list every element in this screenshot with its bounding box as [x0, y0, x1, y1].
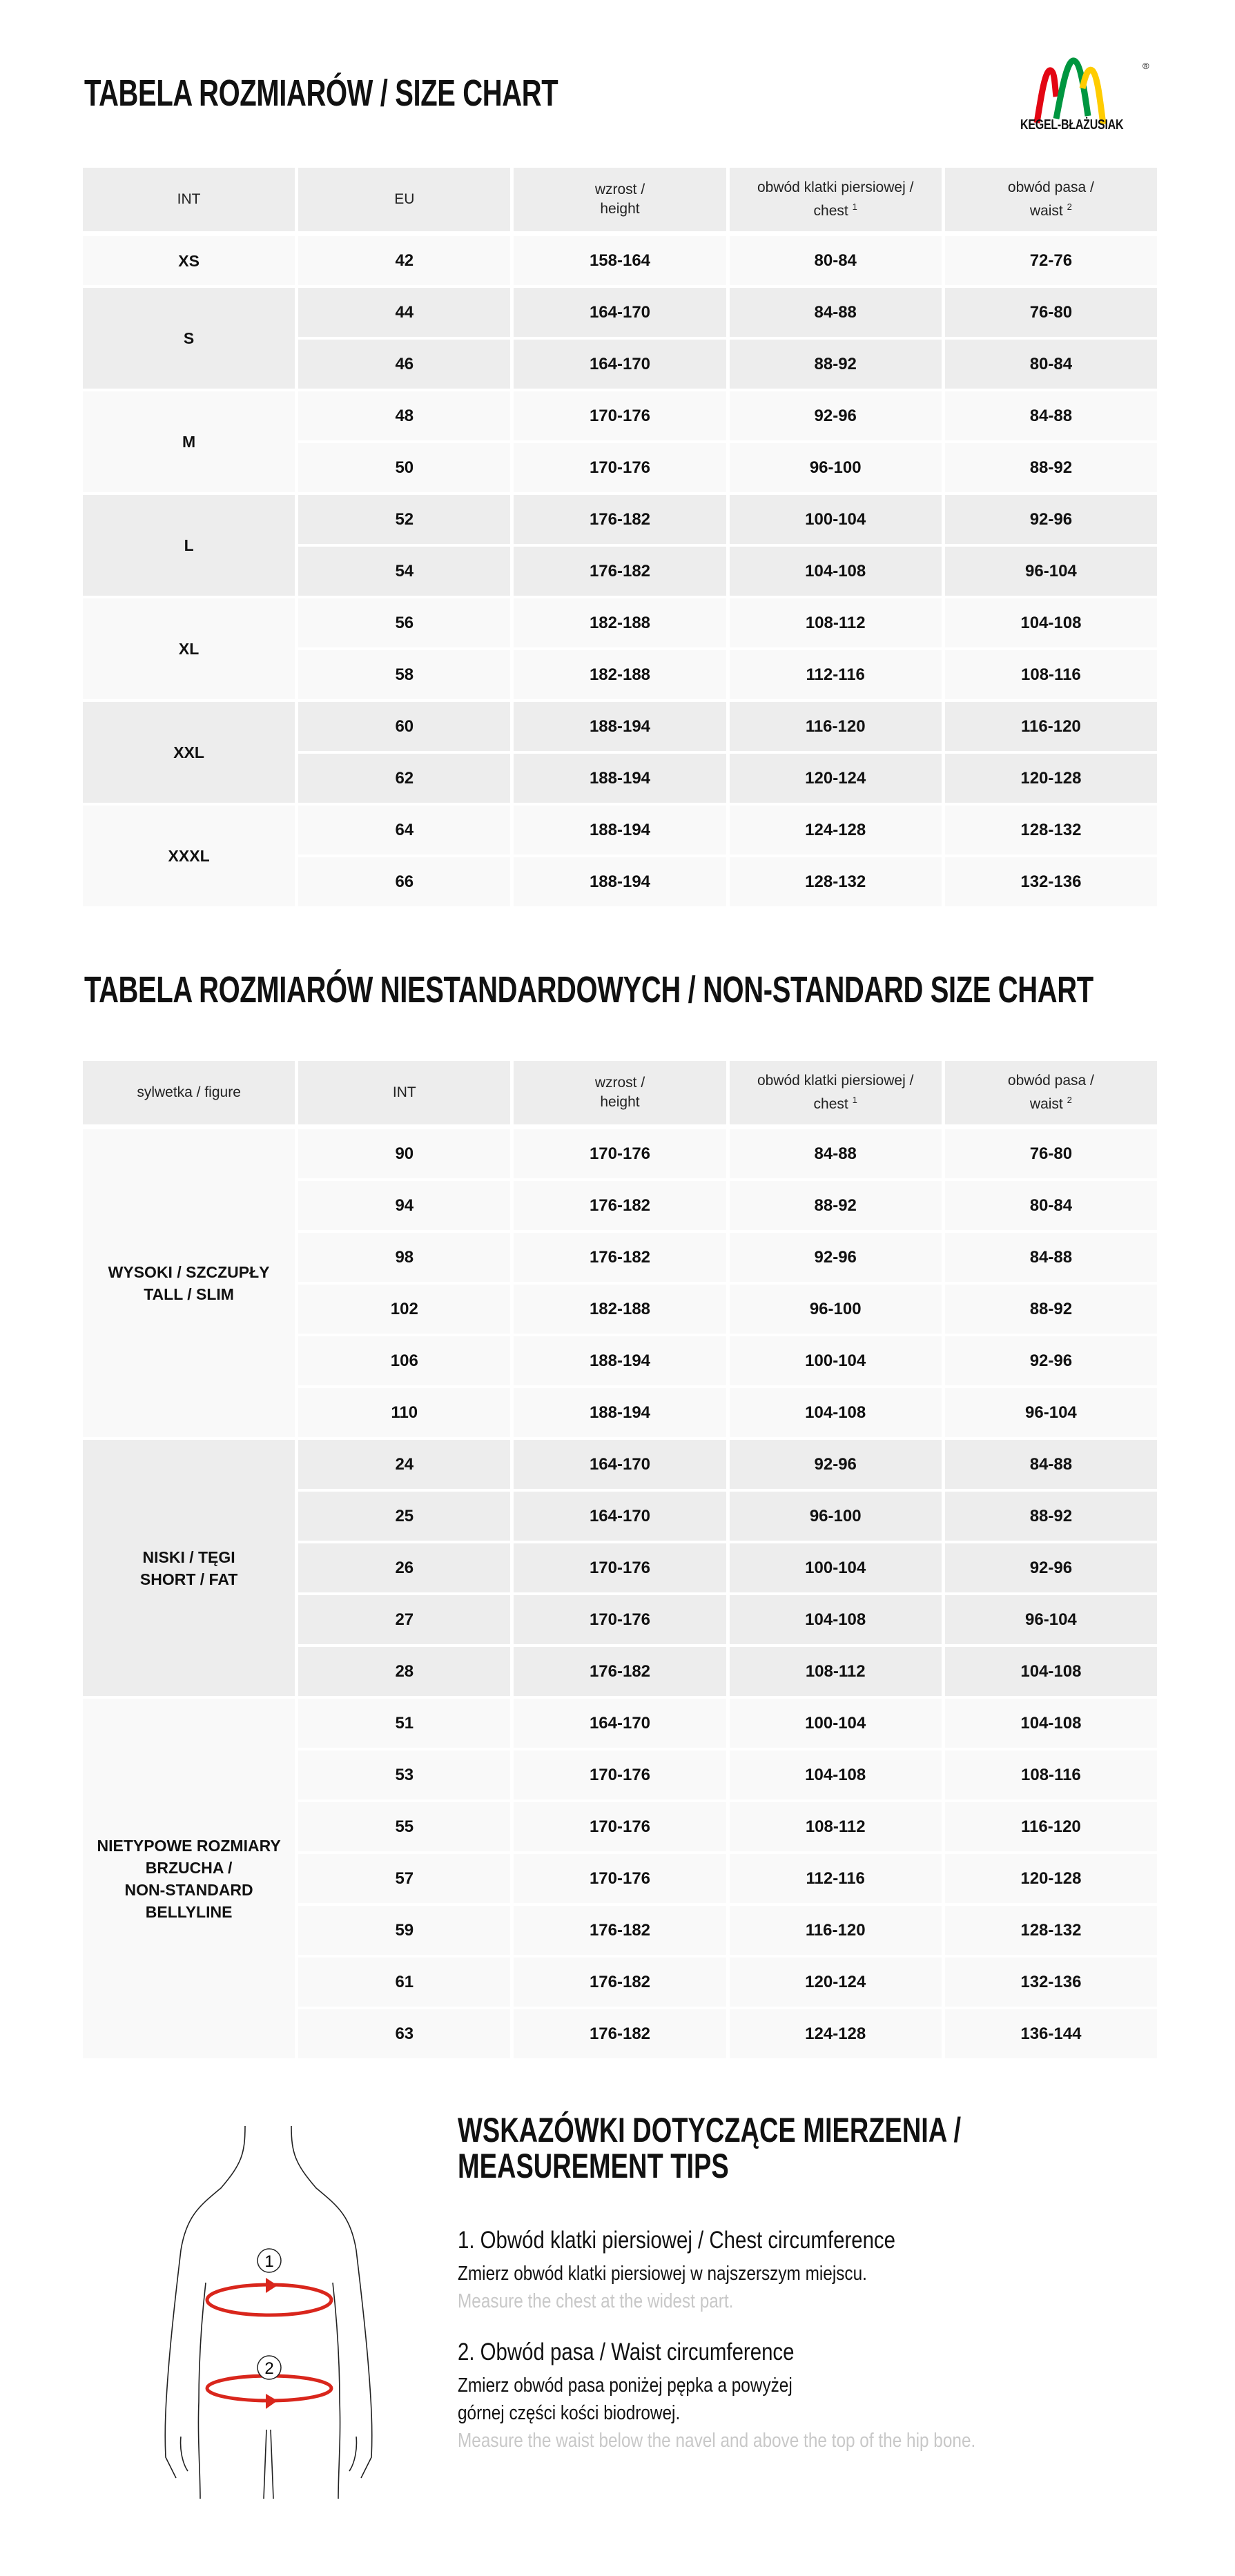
header-line1: obwód klatki piersiowej / — [757, 1073, 914, 1089]
table-cell: 116-120 — [945, 1802, 1157, 1851]
table-cell: 100-104 — [730, 495, 942, 544]
table-cell: 88-92 — [730, 1181, 942, 1230]
table-cell: 90 — [298, 1129, 510, 1178]
group-label-cell — [83, 236, 295, 285]
column-header-label — [595, 180, 645, 219]
table-cell: 120-128 — [945, 1854, 1157, 1903]
table-cell: 59 — [298, 1906, 510, 1955]
header-line2-text: chest — [813, 203, 848, 219]
table-cell: 120-128 — [945, 754, 1157, 803]
group-label: NISKI / TĘGI SHORT / FAT — [139, 1548, 238, 1588]
header-line1: INT — [392, 1084, 416, 1100]
group-label-cell — [83, 1440, 295, 1696]
table-cell: 132-136 — [945, 1958, 1157, 2007]
table-cell: 50 — [298, 443, 510, 492]
table-cell: 158-164 — [514, 236, 726, 285]
table-cell: 188-194 — [514, 1336, 726, 1385]
table-cell: 104-108 — [730, 1750, 942, 1799]
table-cell: 176-182 — [514, 495, 726, 544]
column-header-label — [393, 1083, 416, 1102]
table-cell: 96-104 — [945, 1388, 1157, 1437]
tip-waist-pl: Zmierz obwód pasa poniżej pępka a powyżej górnej części kości biodrowej. — [458, 2374, 792, 2424]
table-cell: 66 — [298, 857, 510, 906]
table-cell: 170-176 — [514, 1750, 726, 1799]
table-cell: 64 — [298, 806, 510, 855]
table-cell: 112-116 — [730, 650, 942, 699]
table-cell: 100-104 — [730, 1543, 942, 1592]
size-chart-title: TABELA ROZMIARÓW / SIZE CHART — [84, 72, 558, 114]
header-line2-text: waist — [1029, 1096, 1063, 1112]
group-label: XXXL — [168, 847, 210, 865]
column-header-label — [757, 178, 913, 221]
group-label: M — [182, 433, 196, 451]
table-cell: 116-120 — [730, 702, 942, 751]
table-cell: 42 — [298, 236, 510, 285]
table-cell: 84-88 — [945, 1440, 1157, 1489]
table-cell: 57 — [298, 1854, 510, 1903]
table-cell: 124-128 — [730, 2009, 942, 2058]
column-header-label — [757, 1071, 913, 1114]
table-cell: 176-182 — [514, 547, 726, 596]
tip-waist-title: 2. Obwód pasa / Waist circumference — [458, 2339, 795, 2365]
table-cell: 182-188 — [514, 598, 726, 647]
table-cell: 62 — [298, 754, 510, 803]
group-label-cell — [83, 391, 295, 492]
group-label-cell — [83, 288, 295, 389]
table-cell: 76-80 — [945, 288, 1157, 337]
header-line2 — [757, 1091, 913, 1114]
header-line2-text: height — [600, 1094, 640, 1110]
table-cell: 96-100 — [730, 1492, 942, 1541]
table-cell: 108-112 — [730, 1802, 942, 1851]
table-cell: 164-170 — [514, 1699, 726, 1748]
table-cell: 92-96 — [945, 1543, 1157, 1592]
header-line1: EU — [394, 191, 415, 207]
group-label-cell — [83, 495, 295, 596]
table-cell: 51 — [298, 1699, 510, 1748]
body-measurement-figure-icon — [138, 2112, 400, 2499]
column-header — [83, 168, 295, 231]
group-label: S — [183, 329, 195, 347]
table-cell: 61 — [298, 1958, 510, 2007]
table-cell: 102 — [298, 1285, 510, 1334]
header-line1: INT — [177, 191, 201, 207]
table-cell: 56 — [298, 598, 510, 647]
header-line2 — [1008, 197, 1094, 221]
table-cell: 182-188 — [514, 1285, 726, 1334]
table-cell: 164-170 — [514, 340, 726, 389]
table-cell: 188-194 — [514, 857, 726, 906]
size-chart-table — [83, 168, 1157, 906]
table-cell: 176-182 — [514, 1958, 726, 2007]
table-cell: 104-108 — [730, 547, 942, 596]
header-line2 — [757, 197, 913, 221]
column-header-label — [1008, 178, 1094, 221]
table-cell: 170-176 — [514, 443, 726, 492]
footnote-marker: 1 — [852, 202, 857, 212]
table-cell: 76-80 — [945, 1129, 1157, 1178]
table-cell: 116-120 — [945, 702, 1157, 751]
table-cell: 98 — [298, 1233, 510, 1282]
table-cell: 52 — [298, 495, 510, 544]
group-label-cell — [83, 1129, 295, 1437]
tip-chest-en: Measure the chest at the widest part. — [458, 2290, 734, 2312]
table-cell: 96-100 — [730, 1285, 942, 1334]
group-label: XS — [178, 251, 200, 270]
header-line2-text: waist — [1029, 203, 1063, 219]
table-cell: 80-84 — [945, 1181, 1157, 1230]
table-cell: 170-176 — [514, 1595, 726, 1644]
header-line2 — [1008, 1091, 1094, 1114]
table-cell: 104-108 — [945, 1699, 1157, 1748]
table-cell: 110 — [298, 1388, 510, 1437]
tip-waist-en: Measure the waist below the navel and above the top of the hip bone. — [458, 2430, 976, 2452]
table-cell: 28 — [298, 1647, 510, 1696]
column-header — [298, 1061, 510, 1124]
non-standard-size-chart-title: TABELA ROZMIARÓW NIESTANDARDOWYCH / NON-STANDARD SIZE CHART — [84, 969, 1093, 1011]
column-header — [83, 1061, 295, 1124]
table-cell: 124-128 — [730, 806, 942, 855]
header-line1: obwód pasa / — [1007, 179, 1094, 195]
table-cell: 100-104 — [730, 1336, 942, 1385]
group-label: NIETYPOWE ROZMIARY BRZUCHA / NON-STANDARD BELLYLINE — [97, 1836, 281, 1921]
table-cell: 92-96 — [730, 1440, 942, 1489]
table-cell: 44 — [298, 288, 510, 337]
table-cell: 88-92 — [945, 443, 1157, 492]
table-cell: 96-104 — [945, 547, 1157, 596]
group-label: XL — [178, 640, 200, 658]
table-cell: 96-100 — [730, 443, 942, 492]
group-label-cell — [83, 598, 295, 699]
measurement-tips — [458, 2112, 1183, 2455]
table-cell: 58 — [298, 650, 510, 699]
table-cell: 27 — [298, 1595, 510, 1644]
table-cell: 182-188 — [514, 650, 726, 699]
header-line2-text: chest — [813, 1096, 848, 1112]
column-header — [730, 168, 942, 231]
tips-heading — [458, 2112, 1182, 2184]
footnote-marker: 2 — [1067, 202, 1072, 212]
table-cell: 170-176 — [514, 1129, 726, 1178]
table-cell: 72-76 — [945, 236, 1157, 285]
column-header-label — [394, 190, 414, 209]
table-cell: 112-116 — [730, 1854, 942, 1903]
table-cell: 176-182 — [514, 1181, 726, 1230]
table-cell: 132-136 — [945, 857, 1157, 906]
table-cell: 164-170 — [514, 288, 726, 337]
table-cell: 26 — [298, 1543, 510, 1592]
table-cell: 188-194 — [514, 806, 726, 855]
header-line2-text: height — [600, 201, 640, 217]
marker-1: 1 — [264, 2252, 274, 2271]
tips-heading-line1: WSKAZÓWKI DOTYCZĄCE MIERZENIA / — [458, 2111, 962, 2149]
tip-chest-title: 1. Obwód klatki piersiowej / Chest circumference — [458, 2227, 895, 2254]
marker-2: 2 — [264, 2359, 274, 2378]
table-cell: 164-170 — [514, 1492, 726, 1541]
header-line2 — [595, 199, 645, 219]
table-cell: 84-88 — [945, 391, 1157, 440]
table-cell: 128-132 — [945, 1906, 1157, 1955]
column-header — [514, 1061, 726, 1124]
table-cell: 188-194 — [514, 702, 726, 751]
table-cell: 116-120 — [730, 1906, 942, 1955]
column-header — [514, 168, 726, 231]
table-cell: 53 — [298, 1750, 510, 1799]
table-cell: 92-96 — [945, 1336, 1157, 1385]
column-header-label — [177, 190, 201, 209]
table-cell: 104-108 — [730, 1388, 942, 1437]
table-cell: 63 — [298, 2009, 510, 2058]
table-cell: 170-176 — [514, 391, 726, 440]
table-cell: 48 — [298, 391, 510, 440]
table-cell: 176-182 — [514, 1906, 726, 1955]
header-line1: sylwetka / figure — [137, 1084, 241, 1100]
column-header-label — [1008, 1071, 1094, 1114]
table-cell: 136-144 — [945, 2009, 1157, 2058]
column-header — [945, 1061, 1157, 1124]
header-line2 — [595, 1093, 645, 1112]
table-cell: 24 — [298, 1440, 510, 1489]
table-cell: 92-96 — [730, 1233, 942, 1282]
group-label-cell — [83, 806, 295, 906]
table-cell: 106 — [298, 1336, 510, 1385]
non-standard-size-chart-table — [83, 1061, 1157, 2058]
table-cell: 80-84 — [945, 340, 1157, 389]
table-cell: 88-92 — [945, 1285, 1157, 1334]
table-cell: 170-176 — [514, 1802, 726, 1851]
table-cell: 120-124 — [730, 754, 942, 803]
column-header-label — [137, 1083, 241, 1102]
table-cell: 128-132 — [730, 857, 942, 906]
tip-chest-pl: Zmierz obwód klatki piersiowej w najszerszym miejscu. — [458, 2263, 867, 2285]
brand-name: KEGEL-BŁAŻUSIAK — [1020, 117, 1124, 133]
header-line1: wzrost / — [594, 182, 645, 197]
column-header — [730, 1061, 942, 1124]
table-cell: 188-194 — [514, 1388, 726, 1437]
header-line1: obwód klatki piersiowej / — [757, 179, 914, 195]
table-cell: 80-84 — [730, 236, 942, 285]
table-cell: 96-104 — [945, 1595, 1157, 1644]
group-label-cell — [83, 1699, 295, 2058]
table-cell: 188-194 — [514, 754, 726, 803]
table-cell: 170-176 — [514, 1854, 726, 1903]
table-cell: 60 — [298, 702, 510, 751]
table-cell: 104-108 — [945, 598, 1157, 647]
header-line1: wzrost / — [594, 1075, 645, 1091]
table-cell: 92-96 — [945, 495, 1157, 544]
column-header — [945, 168, 1157, 231]
registered-mark: ® — [1142, 61, 1149, 71]
column-header — [298, 168, 510, 231]
table-cell: 104-108 — [945, 1647, 1157, 1696]
tips-heading-line2: MEASUREMENT TIPS — [458, 2147, 729, 2185]
table-cell: 46 — [298, 340, 510, 389]
table-cell: 176-182 — [514, 1233, 726, 1282]
table-cell: 25 — [298, 1492, 510, 1541]
group-label: L — [184, 536, 194, 554]
table-cell: 176-182 — [514, 2009, 726, 2058]
table-cell: 88-92 — [730, 340, 942, 389]
table-cell: 108-116 — [945, 1750, 1157, 1799]
footnote-marker: 2 — [1067, 1095, 1072, 1105]
group-label: WYSOKI / SZCZUPŁY TALL / SLIM — [108, 1263, 270, 1303]
table-cell: 176-182 — [514, 1647, 726, 1696]
table-cell: 92-96 — [730, 391, 942, 440]
table-cell: 164-170 — [514, 1440, 726, 1489]
table-cell: 94 — [298, 1181, 510, 1230]
table-cell: 120-124 — [730, 1958, 942, 2007]
table-cell: 128-132 — [945, 806, 1157, 855]
table-cell: 108-116 — [945, 650, 1157, 699]
table-cell: 84-88 — [945, 1233, 1157, 1282]
table-cell: 108-112 — [730, 598, 942, 647]
table-cell: 54 — [298, 547, 510, 596]
header-line1: obwód pasa / — [1007, 1073, 1094, 1089]
table-cell: 108-112 — [730, 1647, 942, 1696]
footnote-marker: 1 — [852, 1095, 857, 1105]
table-cell: 88-92 — [945, 1492, 1157, 1541]
column-header-label — [595, 1073, 645, 1112]
table-cell: 84-88 — [730, 288, 942, 337]
table-cell: 170-176 — [514, 1543, 726, 1592]
table-cell: 104-108 — [730, 1595, 942, 1644]
group-label-cell — [83, 702, 295, 803]
table-cell: 84-88 — [730, 1129, 942, 1178]
group-label: XXL — [173, 743, 204, 761]
table-cell: 100-104 — [730, 1699, 942, 1748]
table-cell: 55 — [298, 1802, 510, 1851]
